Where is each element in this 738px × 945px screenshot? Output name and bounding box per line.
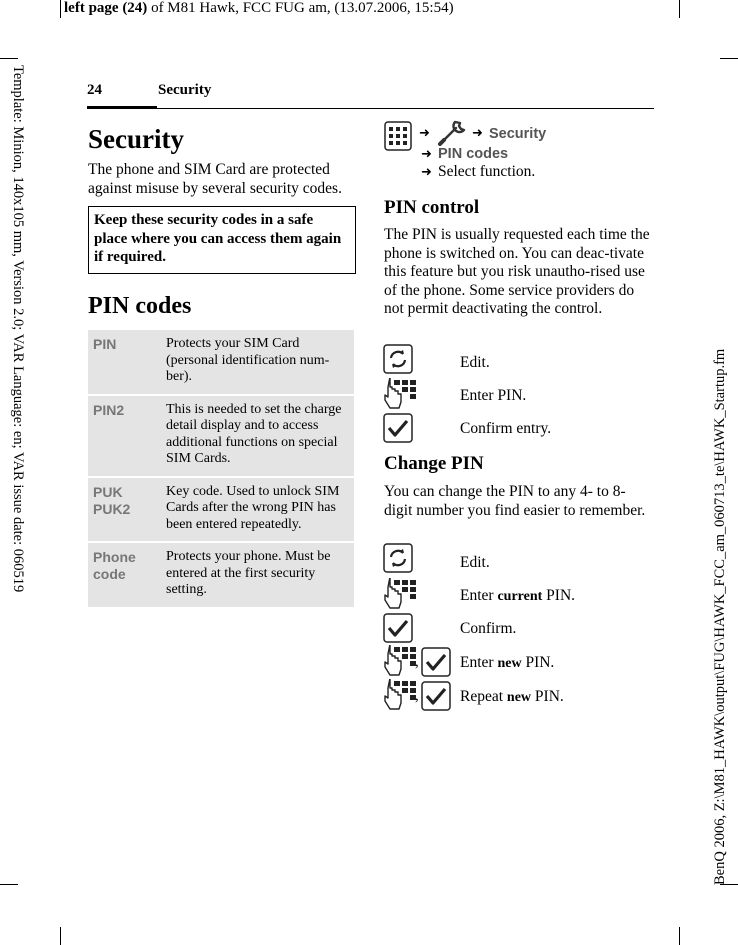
checkmark-icon: [421, 681, 451, 711]
print-header-label: left page (24): [64, 0, 148, 16]
step-text-bold: new: [506, 690, 532, 705]
template-info-text: Template: Minion, 140x105 mm, Version 2.0; VAR Language: en; VAR issue date: 060519: [10, 65, 26, 593]
step-text-bold: current: [497, 589, 543, 604]
step-text-pre: Repeat: [460, 688, 507, 705]
pin-codes-heading: PIN codes: [88, 293, 192, 319]
print-header-rest: of M81 Hawk, FCC FUG am, (13.07.2006, 15:54): [147, 0, 454, 16]
checkmark-icon: [421, 647, 451, 677]
pin-codes-table: [88, 328, 354, 609]
file-path-text: BenQ 2006, Z:\M81_HAWK\output\FUG\HAWK_FCC_am_060713_te\HAWK_Startup.fm: [712, 348, 728, 885]
step-text-bold: new: [497, 656, 522, 671]
change-pin-step-edit: Edit.: [460, 554, 490, 571]
pin-control-heading: PIN control: [384, 197, 480, 218]
file-path-vertical: [712, 260, 732, 885]
code-name: PIN: [88, 330, 161, 394]
separator-comma: ,: [415, 688, 419, 704]
checkmark-icon: [383, 613, 413, 643]
change-pin-step-enter-current: [460, 587, 575, 605]
step-text-pre: Enter: [460, 654, 498, 671]
keypad-hand-icon: [383, 645, 417, 677]
edit-cycle-icon: [383, 344, 413, 374]
table-row: [88, 396, 354, 476]
crop-mark: [60, 927, 61, 945]
change-pin-body: You can change the PIN to any 4- to 8-digit number you find easier to remember.: [384, 483, 646, 519]
change-pin-step-repeat-new: [460, 688, 564, 706]
template-info-vertical: [8, 65, 28, 655]
pin-control-step-confirm: Confirm entry.: [460, 420, 552, 437]
menu-security: Security: [489, 126, 547, 142]
arrow-right-icon: ➜: [472, 126, 483, 141]
code-name: PIN2: [88, 396, 161, 476]
table-row: [88, 330, 354, 394]
step-text-post: PIN.: [542, 587, 576, 604]
edit-cycle-icon: [383, 543, 413, 573]
keypad-hand-icon: [383, 679, 417, 711]
keypad-hand-icon: [383, 378, 417, 410]
running-head-title: Security: [158, 82, 212, 98]
change-pin-step-enter-new: [460, 654, 554, 672]
crop-mark: [60, 0, 61, 18]
menu-pin-codes: PIN codes: [438, 146, 509, 162]
keypad-hand-icon: [383, 578, 417, 610]
page-number: 24: [87, 82, 102, 98]
step-text-post: PIN.: [521, 654, 555, 671]
code-description: This is needed to set the charge detail display and to access additional functions on special SIM Cards.: [161, 396, 354, 476]
header-rule-accent: [87, 106, 157, 109]
wrench-icon: [436, 118, 470, 146]
menu-grid-icon: [384, 121, 412, 151]
crop-mark: [0, 58, 18, 59]
menu-select-function: Select function.: [438, 163, 536, 180]
header-rule: [87, 108, 654, 109]
arrow-right-icon: ➜: [421, 165, 432, 180]
print-header: [64, 0, 454, 17]
change-pin-step-confirm: Confirm.: [460, 620, 517, 637]
crop-mark: [679, 0, 680, 18]
step-text-pre: Enter: [460, 587, 498, 604]
pin-control-step-enter: Enter PIN.: [460, 387, 527, 404]
pin-control-body: The PIN is usually requested each time the phone is switched on. You can deac-tivate this feature but you risk unautho-rised use of the phone. Some service providers do not permit deactivating the control.: [384, 226, 650, 317]
code-description: Protects your phone. Must be entered at the first security setting.: [161, 543, 354, 607]
arrow-right-icon: ➜: [421, 147, 432, 162]
crop-mark: [679, 927, 680, 945]
separator-comma: ,: [415, 654, 419, 670]
arrow-right-icon: ➜: [419, 126, 430, 141]
step-text-post: PIN.: [531, 688, 564, 705]
crop-mark: [0, 884, 18, 885]
code-name: PUK PUK2: [88, 478, 161, 542]
pin-control-step-edit: Edit.: [460, 354, 490, 371]
security-note-box: Keep these security codes in a safe place where you can access them again if required.: [88, 206, 356, 274]
change-pin-heading: Change PIN: [384, 453, 484, 474]
code-name: Phone code: [88, 543, 161, 607]
crop-mark: [720, 58, 738, 59]
security-intro: The phone and SIM Card are protected against misuse by several security codes.: [88, 161, 342, 197]
checkmark-icon: [383, 413, 413, 443]
table-row: [88, 543, 354, 607]
code-description: Protects your SIM Card (personal identification num-ber).: [161, 330, 354, 394]
code-description: Key code. Used to unlock SIM Cards after the wrong PIN has been entered repeatedly.: [161, 478, 354, 542]
page-title: Security: [88, 124, 184, 154]
table-row: [88, 478, 354, 542]
